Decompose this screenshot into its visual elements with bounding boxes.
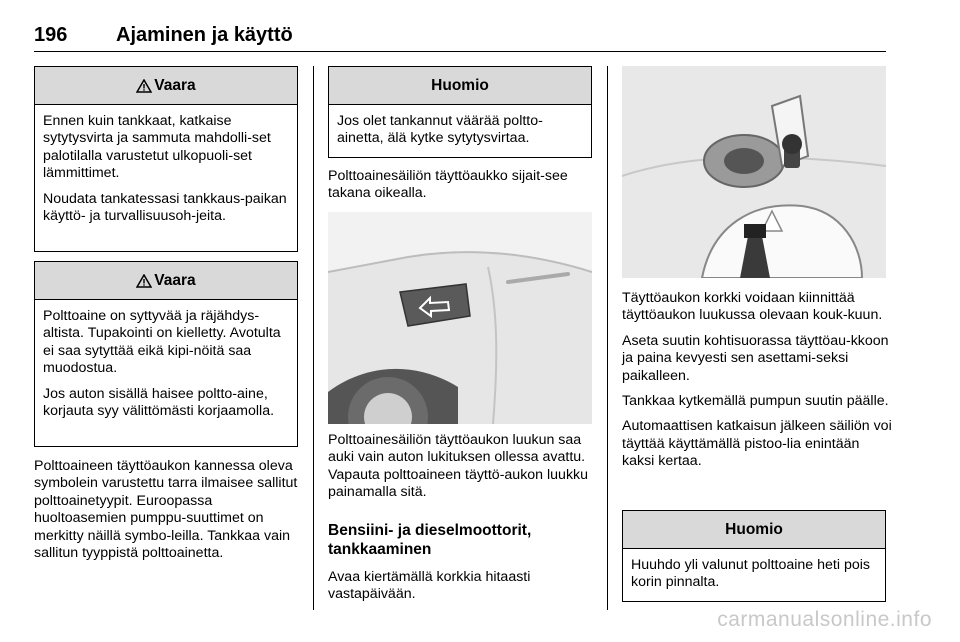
warning-triangle-icon — [136, 274, 152, 288]
warning-title: Vaara — [154, 271, 196, 289]
warning-box-1 — [34, 66, 298, 252]
watermark: carmanualsonline.info — [717, 608, 932, 631]
page-number: 196 — [34, 24, 68, 46]
warning-triangle-icon — [136, 79, 152, 93]
note-box-header — [623, 511, 885, 549]
fuel-cap-illustration — [622, 66, 886, 278]
note-box-1 — [328, 66, 592, 158]
warning-title: Vaara — [154, 76, 196, 94]
column-divider-2 — [607, 66, 608, 610]
warning-paragraph: Ennen kuin tankkaat, katkaise sytytysvirta ja sammuta mahdolli-set palotilalla varustetut ulkopuoli-set lämmittimet. — [43, 113, 271, 182]
note-title: Huomio — [725, 520, 783, 538]
body-paragraph: Polttoainesäiliön täyttöaukko sijait-see takana oikealla. — [328, 168, 568, 202]
warning-body — [35, 105, 297, 225]
body-paragraph: Polttoaineen täyttöaukon kannessa oleva symbolein varustettu tarra ilmaisee sallitut polttoainetyypit. Euroopassa huoltoasemien pumppu-suuttimet on merkitty näillä symbo-leilla. Tankkaa vain sallitun tyyppistä polttoainetta. — [34, 458, 298, 562]
body-paragraph: Tankkaa kytkemällä pumpun suutin päälle. — [622, 393, 889, 410]
section-heading: Bensiini- ja dieselmoottorit, tankkaaminen — [328, 522, 532, 558]
warning-box-header — [35, 262, 297, 300]
warning-paragraph: Polttoaine on syttyvää ja räjähdys-altista. Tupakointi on kielletty. Avotulta ei saa sytyttää eikä kipi-nöitä saa muodostua. — [43, 308, 281, 377]
fuel-door-illustration — [328, 212, 592, 424]
warning-paragraph: Jos auton sisällä haisee poltto-aine, korjauta syy välittömästi korjaamolla. — [43, 385, 275, 420]
note-body — [329, 105, 591, 148]
header-rule — [34, 51, 886, 52]
col3-text — [622, 290, 894, 479]
body-paragraph: Polttoainesäiliön täyttöaukon luukun saa auki vain auton lukituksen ollessa avattu. Vapauta polttoaineen täyttö-aukon luukku painamalla sitä. — [328, 432, 589, 501]
warning-body — [35, 300, 297, 420]
warning-box-2 — [34, 261, 298, 447]
body-paragraph: Automaattisen katkaisun jälkeen säiliön voi täyttää käyttämällä pistoo-lia enintään kaksi kertaa. — [622, 418, 892, 470]
warning-paragraph: Noudata tankatessasi tankkaus-paikan käyttö- ja turvallisuusoh-jeita. — [43, 190, 287, 225]
note-box-2 — [622, 510, 886, 602]
note-body — [623, 549, 885, 592]
note-paragraph: Huuhdo yli valunut polttoaine heti pois korin pinnalta. — [631, 557, 870, 591]
body-paragraph: Aseta suutin kohtisuorassa täyttöau-kkoon ja paina kevyesti sen asettami-seksi paikalleen. — [622, 332, 889, 384]
warning-box-header — [35, 67, 297, 105]
note-box-header — [329, 67, 591, 105]
body-paragraph: Avaa kiertämällä korkkia hitaasti vastapäivään. — [328, 569, 531, 603]
note-paragraph: Jos olet tankannut väärää poltto-ainetta, älä kytke sytytysvirtaa. — [337, 113, 543, 147]
page-title: Ajaminen ja käyttö — [116, 24, 293, 46]
note-title: Huomio — [431, 76, 489, 94]
column-divider-1 — [313, 66, 314, 610]
body-paragraph: Täyttöaukon korkki voidaan kiinnittää täyttöaukon luukussa olevaan kouk-kuun. — [622, 290, 883, 324]
